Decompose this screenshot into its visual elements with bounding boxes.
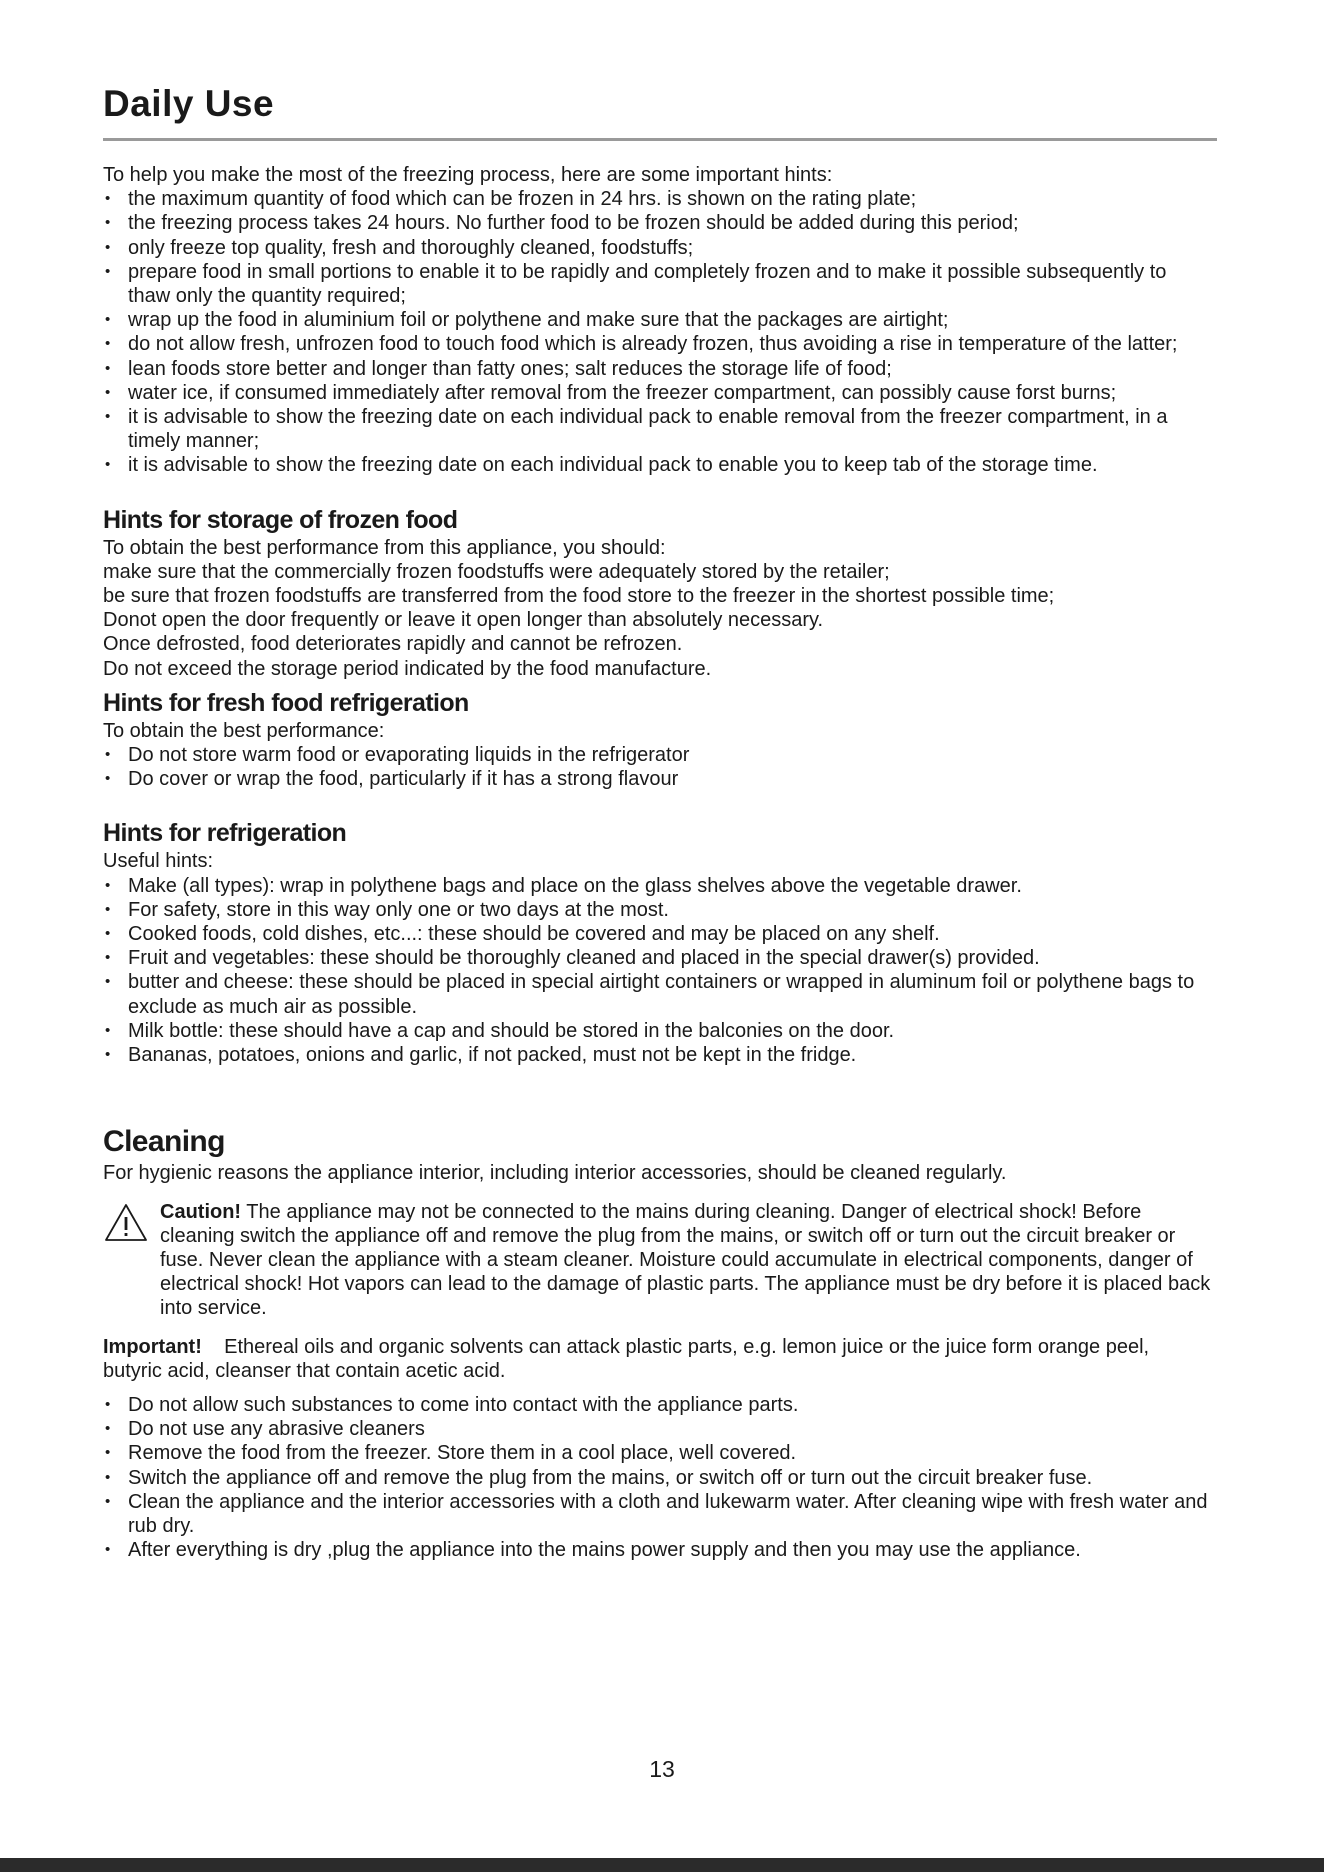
- storage-line: Do not exceed the storage period indicated by the food manufacture.: [103, 657, 712, 680]
- caution-block: [103, 1200, 1213, 1321]
- daily-use-section: [103, 163, 1213, 478]
- list-item: • Make (all types): wrap in polythene bags and place on the glass shelves above the vegetable drawer.: [103, 874, 1213, 898]
- storage-line: be sure that frozen foodstuffs are transferred from the food store to the freezer in the shortest possible time;: [103, 585, 1055, 608]
- caution-label: Caution!: [160, 1200, 242, 1223]
- title-rule: [103, 138, 1217, 141]
- fresh-heading: Hints for fresh food refrigeration: [103, 688, 469, 717]
- bottom-border: [0, 1858, 1324, 1872]
- fresh-intro: To obtain the best performance:: [103, 719, 385, 742]
- list-item: • Cooked foods, cold dishes, etc...: these should be covered and may be placed on any shelf.: [103, 922, 1213, 946]
- list-item: • Do not allow such substances to come into contact with the appliance parts.: [103, 1393, 1213, 1417]
- important-label: Important!: [103, 1335, 202, 1358]
- list-item: • Bananas, potatoes, onions and garlic, if not packed, must not be kept in the fridge.: [103, 1043, 1213, 1067]
- list-item: • Milk bottle: these should have a cap and should be stored in the balconies on the door.: [103, 1019, 1213, 1043]
- list-item: • the maximum quantity of food which can be frozen in 24 hrs. is shown on the rating plate;: [103, 187, 1213, 211]
- list-item: • Do cover or wrap the food, particularly if it has a strong flavour: [103, 767, 1213, 791]
- caution-paragraph: [160, 1200, 1213, 1321]
- important-paragraph: [103, 1335, 1213, 1383]
- cleaning-heading: Cleaning: [103, 1125, 225, 1159]
- cleaning-intro: For hygienic reasons the appliance interior, including interior accessories, should be cleaned regularly.: [103, 1162, 1007, 1185]
- storage-section: [103, 504, 1213, 681]
- important-text: Ethereal oils and organic solvents can attack plastic parts, e.g. lemon juice or the juice form orange peel, butyric acid, cleanser that contain acetic acid.: [103, 1335, 1150, 1382]
- cleaning-section: [103, 1123, 1213, 1562]
- list-item: • For safety, store in this way only one or two days at the most.: [103, 898, 1213, 922]
- fresh-list: [103, 743, 1213, 791]
- freezing-hints-list: [103, 187, 1213, 477]
- list-item: • do not allow fresh, unfrozen food to touch food which is already frozen, thus avoiding a rise in temperature of the latter;: [103, 332, 1213, 356]
- list-item: • butter and cheese: these should be placed in special airtight containers or wrapped in aluminum foil or polythene bags to exclude as much air as possible.: [103, 970, 1213, 1018]
- list-item: • lean foods store better and longer than fatty ones; salt reduces the storage life of food;: [103, 357, 1213, 381]
- cleaning-list: [103, 1393, 1213, 1562]
- warning-triangle-icon: [103, 1202, 149, 1244]
- storage-line: Donot open the door frequently or leave it open longer than absolutely necessary.: [103, 609, 824, 632]
- list-item: • it is advisable to show the freezing date on each individual pack to enable removal from the freezer compartment, in a timely manner;: [103, 405, 1213, 453]
- list-item: • Switch the appliance off and remove the plug from the mains, or switch off or turn out the circuit breaker fuse.: [103, 1466, 1213, 1490]
- storage-heading: Hints for storage of frozen food: [103, 505, 458, 534]
- page-title: Daily Use: [103, 83, 275, 124]
- daily-use-intro: To help you make the most of the freezing process, here are some important hints:: [103, 164, 833, 186]
- list-item: • water ice, if consumed immediately after removal from the freezer compartment, can possibly cause forst burns;: [103, 381, 1213, 405]
- list-item: • only freeze top quality, fresh and thoroughly cleaned, foodstuffs;: [103, 236, 1213, 260]
- list-item: • wrap up the food in aluminium foil or polythene and make sure that the packages are airtight;: [103, 308, 1213, 332]
- page-number: 13: [649, 1756, 675, 1782]
- list-item: • Clean the appliance and the interior accessories with a cloth and lukewarm water. After cleaning wipe with fresh water and rub dry.: [103, 1490, 1213, 1538]
- storage-line: make sure that the commercially frozen foodstuffs were adequately stored by the retailer;: [103, 560, 890, 583]
- list-item: • Fruit and vegetables: these should be thoroughly cleaned and placed in the special drawer(s) provided.: [103, 946, 1213, 970]
- caution-text: The appliance may not be connected to the mains during cleaning. Danger of electrical shock! Before cleaning switch the appliance off and remove the plug from the mains, or switch off or turn out the circuit breaker or fuse. Never clean the appliance with a steam cleaner. Moisture could accumulate in electrical components, danger of electrical shock! Hot vapors can lead to the damage of plastic parts. The appliance must be dry before it is placed back into service.: [160, 1200, 1211, 1320]
- list-item: • Do not store warm food or evaporating liquids in the refrigerator: [103, 743, 1213, 767]
- storage-line: Once defrosted, food deteriorates rapidly and cannot be refrozen.: [103, 633, 683, 656]
- storage-line: To obtain the best performance from this appliance, you should:: [103, 536, 666, 559]
- list-item: • Remove the food from the freezer. Store them in a cool place, well covered.: [103, 1441, 1213, 1465]
- manual-page: [103, 80, 1213, 1562]
- list-item: • After everything is dry ,plug the appliance into the mains power supply and then you may use the appliance.: [103, 1538, 1213, 1562]
- refrigeration-list: [103, 874, 1213, 1068]
- refrigeration-intro: Useful hints:: [103, 850, 214, 873]
- list-item: • Do not use any abrasive cleaners: [103, 1417, 1213, 1441]
- list-item: • the freezing process takes 24 hours. No further food to be frozen should be added during this period;: [103, 211, 1213, 235]
- refrigeration-heading: Hints for refrigeration: [103, 819, 347, 848]
- list-item: • it is advisable to show the freezing date on each individual pack to enable you to keep tab of the storage time.: [103, 453, 1213, 477]
- refrigeration-section: [103, 817, 1213, 1067]
- list-item: • prepare food in small portions to enable it to be rapidly and completely frozen and to make it possible subsequently to thaw only the quantity required;: [103, 260, 1213, 308]
- fresh-section: [103, 687, 1213, 792]
